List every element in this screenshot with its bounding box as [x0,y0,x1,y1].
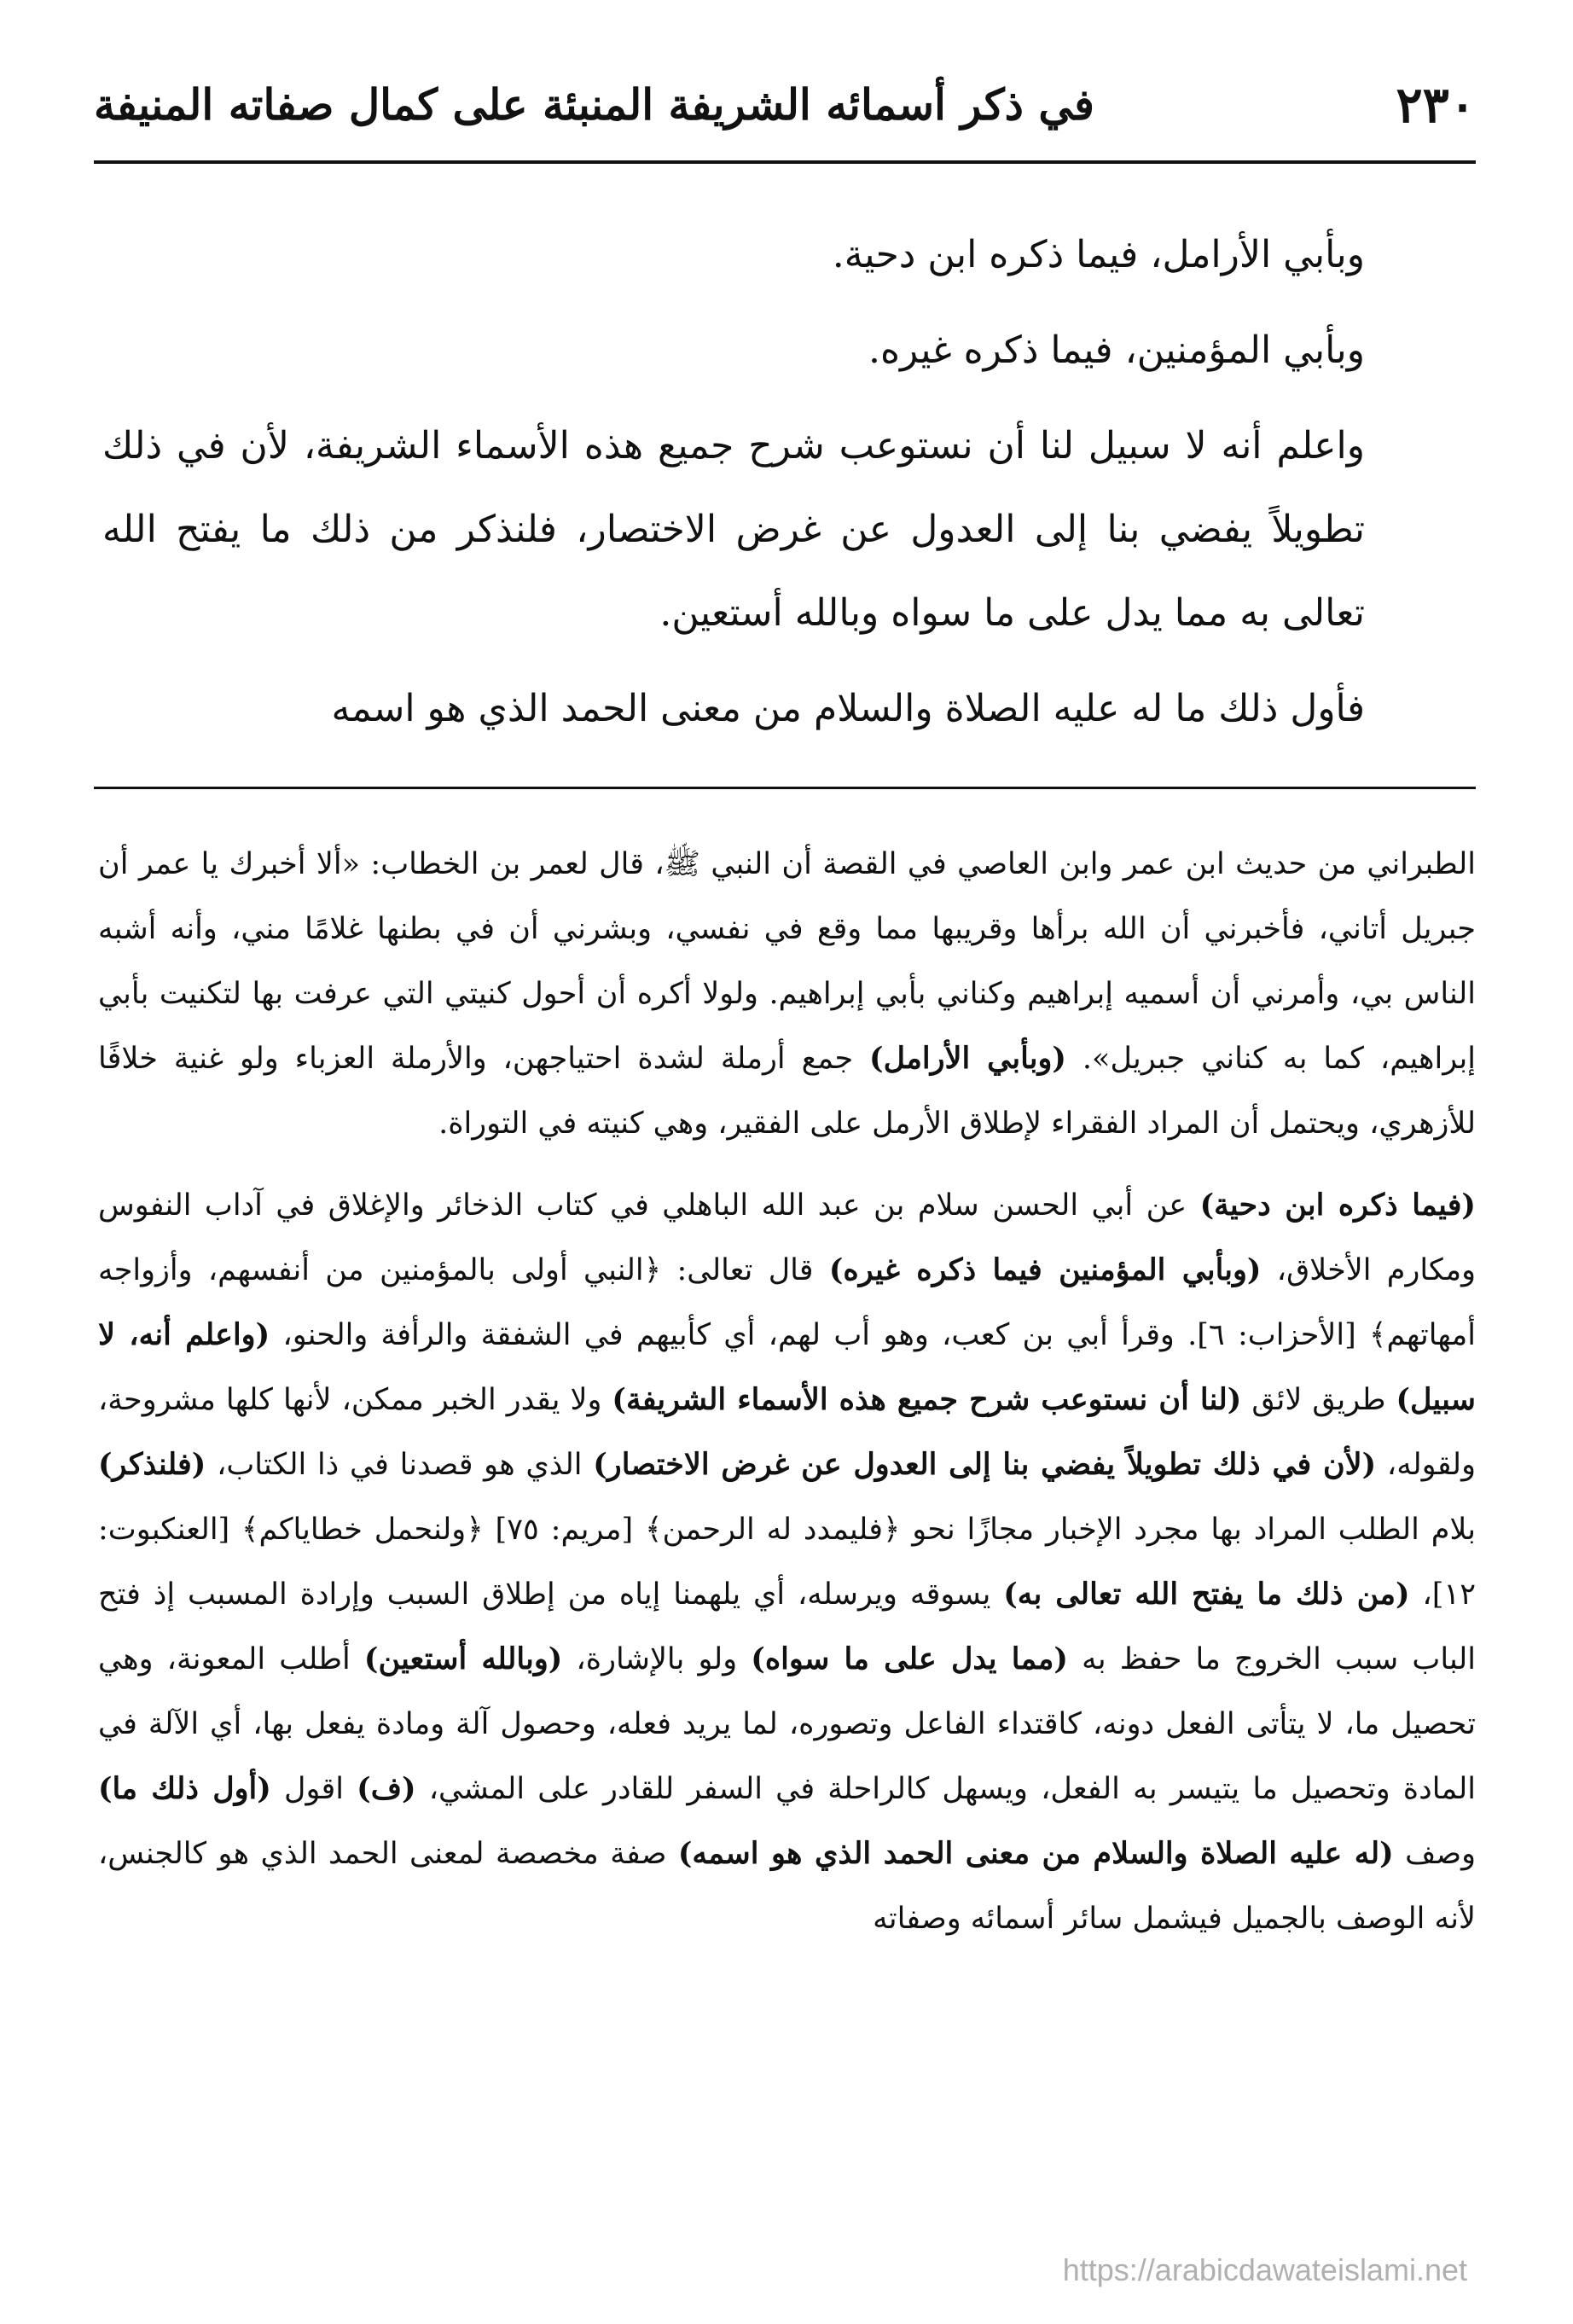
header-rule [94,160,1476,164]
main-paragraph: وبأبي الأرامل، فيما ذكره ابن دحية. [832,233,1365,276]
commentary-text: ولو بالإشارة، [562,1642,752,1676]
commentary-text: طريق لائق [1241,1383,1396,1417]
page-number: ٢٣٠ [1396,76,1476,134]
main-paragraph: وبأبي المؤمنين، فيما ذكره غيره. [868,328,1365,372]
commentary-text: الذي هو قصدنا في ذا الكتاب، [206,1448,594,1482]
commentary-text: وصف [1393,1837,1476,1871]
commentary-text: صفة مخصصة لمعنى الحمد الذي هو كالجنس، لأنه الوصف بالجميل فيشمل سائر أسمائه وصفاته [98,1837,1476,1936]
commentary-divider [94,787,1476,789]
commentary-quote: (وبالله أستعين) [363,1641,563,1676]
commentary-quote: (وبأبي الأرامل) [869,1041,1066,1076]
commentary-quote: (وبأبي المؤمنين فيما ذكره غيره) [828,1252,1262,1287]
commentary-text: قال تعالى: ﴿النبي أولى بالمؤمنين من أنفسهم، وأزواجه أمهاتهم﴾ [الأحزاب: ٦]. وقرأ أبي بن كعب، وهو أب لهم، أي كأبيهم في الشفقة والرأفة والحنو، [98,1253,1476,1352]
main-paragraph: واعلم أنه لا سبيل لنا أن نستوعب شرح جميع هذه الأسماء الشريفة، لأن في ذلك تطويلاً يفضي بنا إلى العدول عن غرض الاختصار، فلنذكر من ذلك ما يفتح الله تعالى به مما يدل على ما سواه وبالله أستعين. [102,424,1365,635]
commentary-quote: (له عليه الصلاة والسلام من معنى الحمد الذي هو اسمه) [677,1836,1394,1871]
commentary-paragraph [98,832,1476,1156]
commentary-quote: (من ذلك ما يفتح الله تعالى به) [1003,1577,1410,1612]
commentary-text: بلام الطلب المراد بها مجرد الإخبار مجازًا نحو ﴿فليمدد له الرحمن﴾ [مريم: ٧٥] ﴿ولنحمل خطاياكم﴾ [العنكبوت: ١٢]، [98,1513,1476,1612]
commentary-quote: (فيما ذكره ابن دحية) [1199,1188,1476,1223]
commentary [98,832,1476,1951]
commentary-quote: (فلنذكر) [98,1447,206,1482]
commentary-quote: (مما يدل على ما سواه) [751,1641,1068,1676]
commentary-quote: (أول ذلك ما) [98,1771,271,1806]
commentary-quote: (واعلم أنه، لا سبيل) [98,1317,1476,1417]
page-header [94,67,1476,143]
commentary-quote: (ف) [357,1771,416,1806]
commentary-text: ولا يقدر الخبر ممكن، لأنها كلها مشروحة، ولقوله، [98,1383,1476,1482]
main-text [102,213,1365,763]
commentary-text: الطبراني من حديث ابن عمر وابن العاصي في القصة أن النبي ﷺ، قال لعمر بن الخطاب: «ألا أخبرك يا عمر أن جبريل أتاني، فأخبرني أن الله برأها وقريبها مما وقع في نفسي، وبشرني أن في بطنها غلامًا مني، وأنه أشبه الناس بي، وأمرني أن أسميه إبراهيم وكناني بأبي إبراهيم. ولولا أكره أن أحول كنيتي التي عرفت بها لتكنيت بأبي إبراهيم، كما به كناني جبريل». [98,847,1477,1076]
commentary-text: أطلب المعونة، وهي تحصيل ما، لا يتأتى الفعل دونه، كاقتداء الفاعل وتصوره، لما يريد فعله، وحصول آلة ومادة يفعل بها، أي الآلة في المادة وتحصيل ما يتيسر به الفعل، ويسهل كالراحلة في السفر للقادر على المشي، [98,1642,1476,1806]
main-paragraph: فأول ذلك ما له عليه الصلاة والسلام من معنى الحمد الذي هو اسمه [331,687,1365,730]
commentary-quote: (لنا أن نستوعب شرح جميع هذه الأسماء الشريفة) [612,1382,1242,1417]
running-title: في ذكر أسمائه الشريفة المنبئة على كمال صفاته المنيفة [94,79,1094,130]
commentary-quote: (لأن في ذلك تطويلاً يفضي بنا إلى العدول عن غرض الاختصار) [593,1447,1377,1482]
watermark-url: https://arabicdawateislami.net [1062,2252,1467,2287]
commentary-text: جمع أرملة لشدة احتياجهن، والأرملة العزباء ولو غنية خلافًا للأزهري، ويحتمل أن المراد الفقراء لإطلاق الأرمل على الفقير، وهي كنيته في التوراة. [98,1042,1476,1141]
commentary-paragraph [98,1173,1476,1951]
commentary-text: يسوقه ويرسله، أي يلهمنا إياه من إطلاق السبب وإرادة المسبب إذ فتح الباب سبب الخروج ما حفظ به [98,1577,1476,1676]
commentary-text: عن أبي الحسن سلام بن عبد الله الباهلي في كتاب الذخائر والإغلاق في آداب النفوس ومكارم الأخلاق، [98,1188,1476,1287]
commentary-text: اقول [270,1772,357,1806]
